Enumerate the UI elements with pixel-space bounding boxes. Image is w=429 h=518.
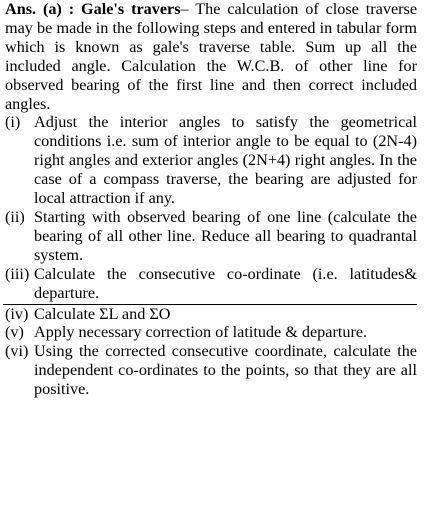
answer-intro [5, 0, 417, 113]
step-number: (vi) [5, 342, 29, 361]
step-item [5, 342, 417, 399]
step-number: (ii) [5, 207, 25, 226]
step-number: (i) [5, 113, 21, 132]
step-number: (iii) [5, 264, 30, 283]
answer-intro-text: – The calculation of close traverse may be made in the following steps and entered in tabular form which is known as gale's traverse table. Sum up all the included angle. Calculation the W.C.B. of other line for observed bearing of the first line and then correct included angles. [5, 0, 418, 113]
answer-document [5, 0, 417, 399]
step-number: (v) [5, 323, 24, 342]
step-text: Using the corrected consecutive coordinate, calculate the independent co-ordinates to the points, so that they are all positive. [34, 342, 417, 399]
step-item [5, 265, 417, 303]
step-text: Apply necessary correction of latitude & departure. [34, 323, 368, 342]
step-number: (iv) [5, 304, 29, 323]
steps-list [5, 113, 417, 302]
step-text: Calculate the consecutive co-ordinate (i.e. latitudes& departure. [34, 264, 417, 302]
step-text: Adjust the interior angles to satisfy the geometrical conditions i.e. sum of interior angle to be equal to (2N-4) right angles and exterior angles (2N+4) right angles. In the case of a compass traverse, the bearing are adjusted for local attraction if any. [34, 113, 417, 208]
step-item [5, 323, 417, 342]
step-text: Starting with observed bearing of one line (calculate the bearing of all other line. Reduce all bearing to quadrantal system. [34, 207, 417, 264]
step-item [5, 208, 417, 265]
steps-list-continued [5, 305, 417, 400]
step-text: Calculate ΣL and ΣO [34, 304, 171, 323]
step-item [5, 113, 417, 208]
answer-lead: Ans. (a) : Gale's travers [5, 0, 181, 18]
step-item [5, 305, 417, 324]
